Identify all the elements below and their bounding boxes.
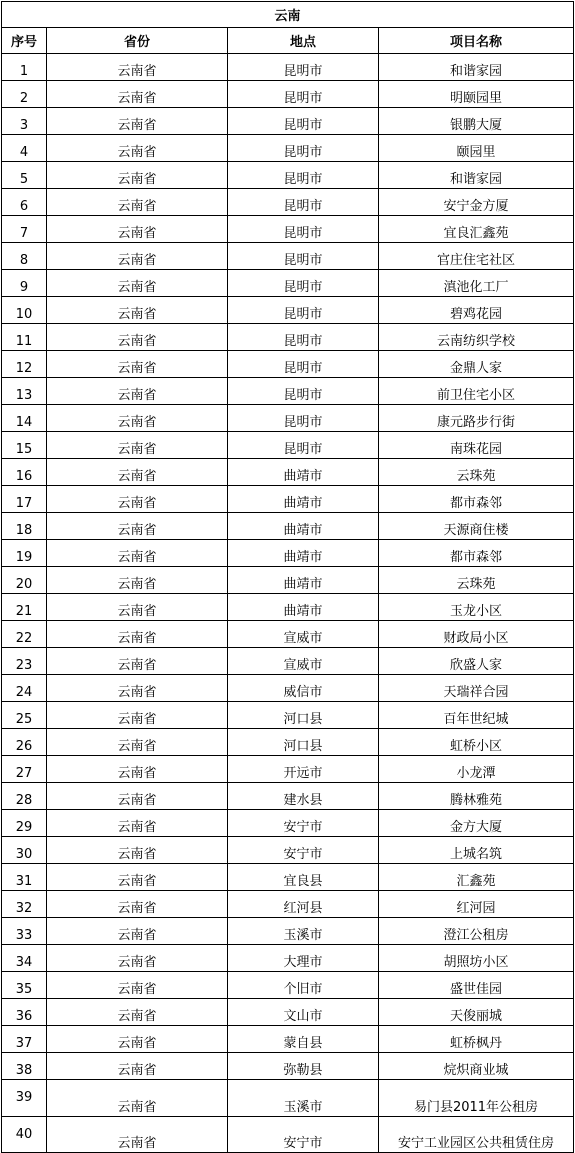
table-row xyxy=(2,1080,574,1117)
project-name-cell: 玉龙小区 xyxy=(379,594,574,621)
location-cell: 昆明市 xyxy=(228,378,379,405)
index-cell: 37 xyxy=(2,1026,47,1053)
location-cell: 宜良县 xyxy=(228,864,379,891)
index-cell: 18 xyxy=(2,513,47,540)
project-name-cell: 和谐家园 xyxy=(379,162,574,189)
index-cell: 4 xyxy=(2,135,47,162)
project-name-cell: 欣盛人家 xyxy=(379,648,574,675)
table-row xyxy=(2,567,574,594)
project-name-cell: 和谐家园 xyxy=(379,54,574,81)
table-row xyxy=(2,621,574,648)
province-cell: 云南省 xyxy=(47,918,228,945)
table-body xyxy=(2,54,574,1153)
location-cell: 安宁市 xyxy=(228,837,379,864)
province-cell: 云南省 xyxy=(47,351,228,378)
project-name-cell: 都市森邻 xyxy=(379,540,574,567)
location-cell: 安宁市 xyxy=(228,810,379,837)
project-name-cell: 天瑞祥合园 xyxy=(379,675,574,702)
province-cell: 云南省 xyxy=(47,270,228,297)
province-cell: 云南省 xyxy=(47,567,228,594)
location-cell: 昆明市 xyxy=(228,270,379,297)
location-cell: 红河县 xyxy=(228,891,379,918)
location-cell: 河口县 xyxy=(228,702,379,729)
header-province: 省份 xyxy=(47,28,228,54)
project-name-cell: 银鹏大厦 xyxy=(379,108,574,135)
location-cell: 昆明市 xyxy=(228,297,379,324)
province-cell: 云南省 xyxy=(47,675,228,702)
index-cell: 24 xyxy=(2,675,47,702)
project-name-cell: 红河园 xyxy=(379,891,574,918)
location-cell: 开远市 xyxy=(228,756,379,783)
header-index: 序号 xyxy=(2,28,47,54)
table-row xyxy=(2,945,574,972)
location-cell: 玉溪市 xyxy=(228,918,379,945)
table-row xyxy=(2,432,574,459)
location-cell: 宣威市 xyxy=(228,648,379,675)
location-cell: 河口县 xyxy=(228,729,379,756)
project-name-cell: 官庄住宅社区 xyxy=(379,243,574,270)
table-row xyxy=(2,270,574,297)
index-cell: 32 xyxy=(2,891,47,918)
location-cell: 曲靖市 xyxy=(228,567,379,594)
index-cell: 16 xyxy=(2,459,47,486)
location-cell: 大理市 xyxy=(228,945,379,972)
province-cell: 云南省 xyxy=(47,108,228,135)
index-cell: 7 xyxy=(2,216,47,243)
location-cell: 昆明市 xyxy=(228,189,379,216)
location-cell: 玉溪市 xyxy=(228,1080,379,1117)
index-cell: 13 xyxy=(2,378,47,405)
table-row xyxy=(2,972,574,999)
province-cell: 云南省 xyxy=(47,972,228,999)
index-cell: 33 xyxy=(2,918,47,945)
project-name-cell: 都市森邻 xyxy=(379,486,574,513)
project-name-cell: 云南纺织学校 xyxy=(379,324,574,351)
province-cell: 云南省 xyxy=(47,783,228,810)
location-cell: 蒙自县 xyxy=(228,1026,379,1053)
index-cell: 3 xyxy=(2,108,47,135)
location-cell: 昆明市 xyxy=(228,243,379,270)
table-title: 云南 xyxy=(2,2,574,28)
province-cell: 云南省 xyxy=(47,594,228,621)
location-cell: 昆明市 xyxy=(228,108,379,135)
index-cell: 38 xyxy=(2,1053,47,1080)
index-cell: 27 xyxy=(2,756,47,783)
project-name-cell: 虹桥小区 xyxy=(379,729,574,756)
index-cell: 23 xyxy=(2,648,47,675)
table-header-row xyxy=(2,28,574,54)
location-cell: 曲靖市 xyxy=(228,459,379,486)
project-name-cell: 南珠花园 xyxy=(379,432,574,459)
province-cell: 云南省 xyxy=(47,702,228,729)
province-cell: 云南省 xyxy=(47,1026,228,1053)
index-cell: 15 xyxy=(2,432,47,459)
index-cell: 29 xyxy=(2,810,47,837)
location-cell: 昆明市 xyxy=(228,216,379,243)
project-name-cell: 天源商住楼 xyxy=(379,513,574,540)
project-name-cell: 胡照坊小区 xyxy=(379,945,574,972)
province-cell: 云南省 xyxy=(47,837,228,864)
province-cell: 云南省 xyxy=(47,621,228,648)
index-cell: 26 xyxy=(2,729,47,756)
project-name-cell: 虹桥枫丹 xyxy=(379,1026,574,1053)
province-cell: 云南省 xyxy=(47,189,228,216)
index-cell: 21 xyxy=(2,594,47,621)
project-name-cell: 金方大厦 xyxy=(379,810,574,837)
location-cell: 安宁市 xyxy=(228,1117,379,1153)
project-name-cell: 安宁金方厦 xyxy=(379,189,574,216)
province-cell: 云南省 xyxy=(47,486,228,513)
table-row xyxy=(2,459,574,486)
location-cell: 曲靖市 xyxy=(228,594,379,621)
table-row xyxy=(2,810,574,837)
project-name-cell: 盛世佳园 xyxy=(379,972,574,999)
project-name-cell: 安宁工业园区公共租赁住房 xyxy=(379,1117,574,1153)
project-name-cell: 明颐园里 xyxy=(379,81,574,108)
province-cell: 云南省 xyxy=(47,729,228,756)
table-row xyxy=(2,729,574,756)
location-cell: 弥勒县 xyxy=(228,1053,379,1080)
index-cell: 5 xyxy=(2,162,47,189)
location-cell: 威信市 xyxy=(228,675,379,702)
table-row xyxy=(2,189,574,216)
index-cell: 36 xyxy=(2,999,47,1026)
province-cell: 云南省 xyxy=(47,162,228,189)
project-name-cell: 百年世纪城 xyxy=(379,702,574,729)
table-row xyxy=(2,378,574,405)
province-cell: 云南省 xyxy=(47,756,228,783)
province-cell: 云南省 xyxy=(47,945,228,972)
province-cell: 云南省 xyxy=(47,81,228,108)
index-cell: 40 xyxy=(2,1117,47,1153)
province-cell: 云南省 xyxy=(47,216,228,243)
table-row xyxy=(2,1117,574,1153)
province-cell: 云南省 xyxy=(47,864,228,891)
table-row xyxy=(2,243,574,270)
housing-project-table xyxy=(1,1,574,1153)
table-row xyxy=(2,648,574,675)
province-cell: 云南省 xyxy=(47,1117,228,1153)
table-title-row xyxy=(2,2,574,28)
project-name-cell: 金鼎人家 xyxy=(379,351,574,378)
location-cell: 曲靖市 xyxy=(228,486,379,513)
project-name-cell: 腾林雅苑 xyxy=(379,783,574,810)
table-row xyxy=(2,54,574,81)
index-cell: 31 xyxy=(2,864,47,891)
table-row xyxy=(2,702,574,729)
province-cell: 云南省 xyxy=(47,324,228,351)
project-name-cell: 易门县2011年公租房 xyxy=(379,1080,574,1117)
index-cell: 10 xyxy=(2,297,47,324)
table-row xyxy=(2,135,574,162)
index-cell: 17 xyxy=(2,486,47,513)
location-cell: 曲靖市 xyxy=(228,540,379,567)
table-row xyxy=(2,81,574,108)
table-row xyxy=(2,324,574,351)
province-cell: 云南省 xyxy=(47,891,228,918)
project-name-cell: 天俊丽城 xyxy=(379,999,574,1026)
province-cell: 云南省 xyxy=(47,1053,228,1080)
project-name-cell: 上城名筑 xyxy=(379,837,574,864)
index-cell: 22 xyxy=(2,621,47,648)
index-cell: 2 xyxy=(2,81,47,108)
location-cell: 文山市 xyxy=(228,999,379,1026)
location-cell: 昆明市 xyxy=(228,54,379,81)
location-cell: 昆明市 xyxy=(228,351,379,378)
project-name-cell: 宜良汇鑫苑 xyxy=(379,216,574,243)
project-name-cell: 前卫住宅小区 xyxy=(379,378,574,405)
project-name-cell: 财政局小区 xyxy=(379,621,574,648)
province-cell: 云南省 xyxy=(47,459,228,486)
project-name-cell: 碧鸡花园 xyxy=(379,297,574,324)
table-row xyxy=(2,918,574,945)
table-row xyxy=(2,891,574,918)
index-cell: 39 xyxy=(2,1080,47,1117)
location-cell: 建水县 xyxy=(228,783,379,810)
province-cell: 云南省 xyxy=(47,513,228,540)
province-cell: 云南省 xyxy=(47,405,228,432)
table-row xyxy=(2,540,574,567)
province-cell: 云南省 xyxy=(47,54,228,81)
location-cell: 昆明市 xyxy=(228,81,379,108)
table-row xyxy=(2,756,574,783)
index-cell: 25 xyxy=(2,702,47,729)
index-cell: 35 xyxy=(2,972,47,999)
table-row xyxy=(2,216,574,243)
table-row xyxy=(2,297,574,324)
index-cell: 34 xyxy=(2,945,47,972)
table-row xyxy=(2,594,574,621)
table-row xyxy=(2,783,574,810)
table-row xyxy=(2,999,574,1026)
province-cell: 云南省 xyxy=(47,810,228,837)
table-row xyxy=(2,513,574,540)
index-cell: 1 xyxy=(2,54,47,81)
table-row xyxy=(2,405,574,432)
table-row xyxy=(2,864,574,891)
table-row xyxy=(2,486,574,513)
province-cell: 云南省 xyxy=(47,378,228,405)
table-row xyxy=(2,1026,574,1053)
table-row xyxy=(2,837,574,864)
project-name-cell: 澄江公租房 xyxy=(379,918,574,945)
project-name-cell: 云珠苑 xyxy=(379,459,574,486)
project-name-cell: 康元路步行街 xyxy=(379,405,574,432)
province-cell: 云南省 xyxy=(47,135,228,162)
table-row xyxy=(2,1053,574,1080)
project-name-cell: 云珠苑 xyxy=(379,567,574,594)
location-cell: 昆明市 xyxy=(228,324,379,351)
header-project-name: 项目名称 xyxy=(379,28,574,54)
header-location: 地点 xyxy=(228,28,379,54)
province-cell: 云南省 xyxy=(47,1080,228,1117)
province-cell: 云南省 xyxy=(47,432,228,459)
location-cell: 昆明市 xyxy=(228,432,379,459)
location-cell: 昆明市 xyxy=(228,135,379,162)
index-cell: 6 xyxy=(2,189,47,216)
table-row xyxy=(2,351,574,378)
project-name-cell: 颐园里 xyxy=(379,135,574,162)
index-cell: 12 xyxy=(2,351,47,378)
index-cell: 20 xyxy=(2,567,47,594)
table-row xyxy=(2,675,574,702)
location-cell: 昆明市 xyxy=(228,405,379,432)
project-name-cell: 汇鑫苑 xyxy=(379,864,574,891)
project-name-cell: 烷炽商业城 xyxy=(379,1053,574,1080)
project-name-cell: 滇池化工厂 xyxy=(379,270,574,297)
index-cell: 28 xyxy=(2,783,47,810)
province-cell: 云南省 xyxy=(47,540,228,567)
province-cell: 云南省 xyxy=(47,648,228,675)
index-cell: 8 xyxy=(2,243,47,270)
table-row xyxy=(2,108,574,135)
index-cell: 30 xyxy=(2,837,47,864)
index-cell: 19 xyxy=(2,540,47,567)
project-name-cell: 小龙潭 xyxy=(379,756,574,783)
location-cell: 宣威市 xyxy=(228,621,379,648)
province-cell: 云南省 xyxy=(47,999,228,1026)
province-cell: 云南省 xyxy=(47,243,228,270)
index-cell: 9 xyxy=(2,270,47,297)
province-cell: 云南省 xyxy=(47,297,228,324)
location-cell: 个旧市 xyxy=(228,972,379,999)
table-row xyxy=(2,162,574,189)
location-cell: 曲靖市 xyxy=(228,513,379,540)
location-cell: 昆明市 xyxy=(228,162,379,189)
index-cell: 14 xyxy=(2,405,47,432)
index-cell: 11 xyxy=(2,324,47,351)
